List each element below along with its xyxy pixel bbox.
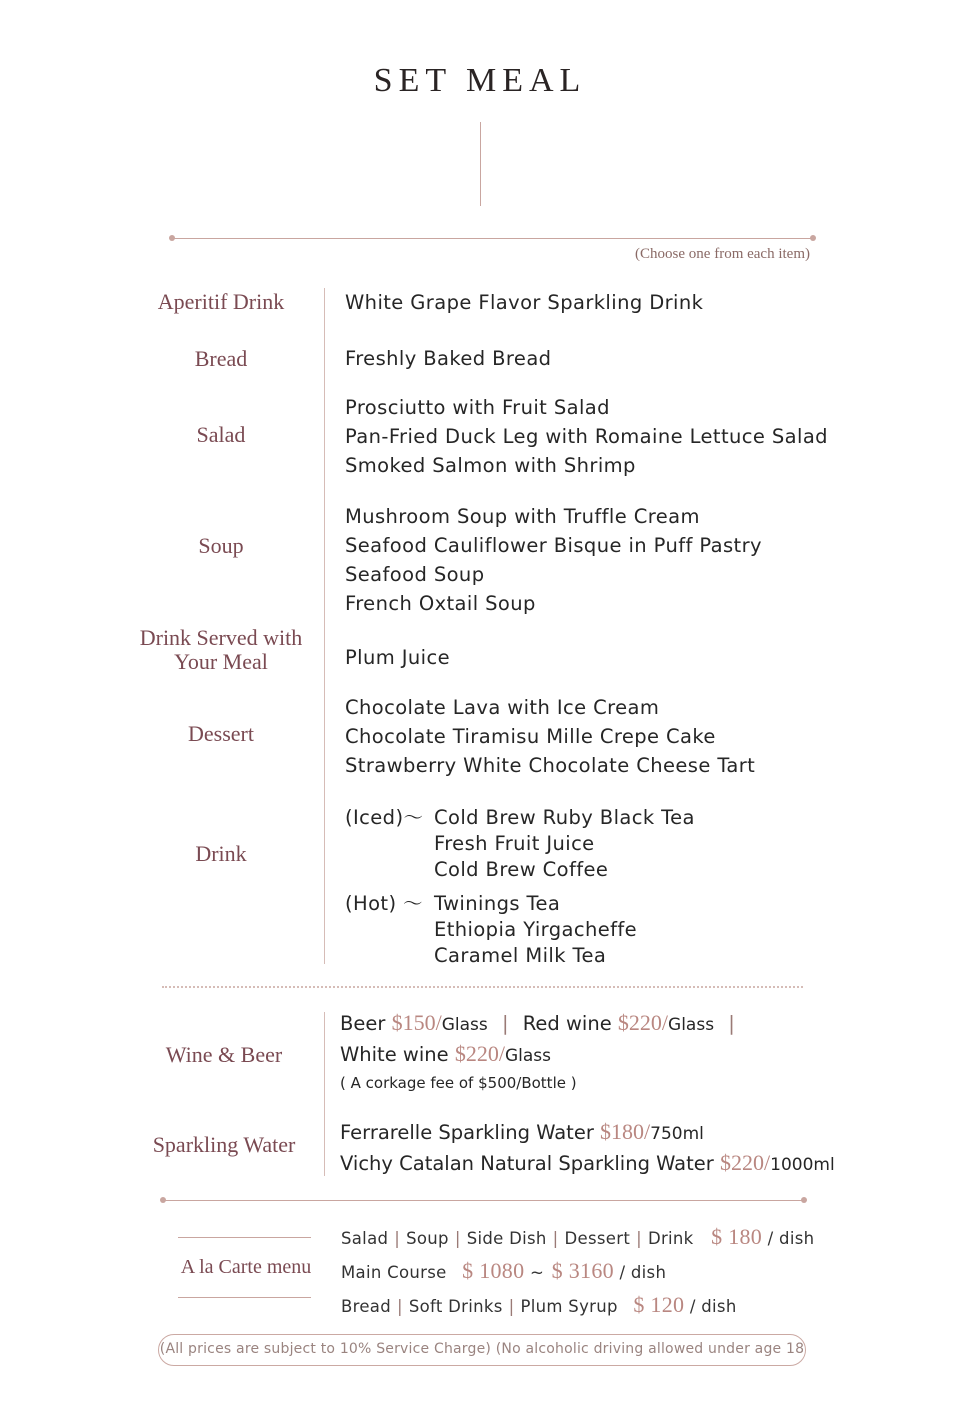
alc-item: Dessert xyxy=(564,1229,631,1248)
choose-note: (Choose one from each item) xyxy=(635,246,810,262)
alc-item: Drink xyxy=(647,1229,694,1248)
menu-column-divider xyxy=(324,288,325,964)
corkage-note: ( A corkage fee of $500/Bottle ) xyxy=(340,1074,577,1092)
a-la-carte-row-2 xyxy=(341,1258,666,1284)
rule-dot-right xyxy=(801,1197,807,1203)
alc-item: Main Course xyxy=(341,1263,447,1282)
a-la-carte-rule-top xyxy=(178,1237,311,1238)
separator: | xyxy=(728,1012,735,1035)
title-divider-stem xyxy=(480,122,481,206)
category-dessert: Dessert xyxy=(188,721,254,746)
menu-item: Plum Juice xyxy=(345,646,450,669)
separator: | xyxy=(552,1229,559,1248)
menu-item: Chocolate Lava with Ice Cream xyxy=(345,696,660,719)
sparkling-unit: 750ml xyxy=(650,1124,704,1144)
beer-price: $150/ xyxy=(391,1010,442,1035)
category-bread: Bread xyxy=(194,346,248,371)
wine-beer-row-2 xyxy=(340,1041,551,1067)
red-wine-name: Red wine xyxy=(522,1012,612,1035)
alc-price-from: $ 1080 xyxy=(462,1258,525,1283)
beer-unit: Glass xyxy=(441,1015,488,1035)
a-la-carte-row-3 xyxy=(341,1292,737,1318)
alc-item: Soup xyxy=(406,1229,449,1248)
a-la-carte-label: A la Carte menu xyxy=(180,1256,312,1278)
separator: | xyxy=(394,1229,401,1248)
sparkling-price: $220/ xyxy=(720,1150,771,1175)
separator: | xyxy=(501,1012,509,1035)
white-wine-price: $220/ xyxy=(454,1041,505,1066)
menu-item: Cold Brew Coffee xyxy=(434,858,609,881)
alc-unit: / dish xyxy=(689,1297,737,1316)
alc-tilde: ~ xyxy=(529,1263,545,1282)
menu-item: Cold Brew Ruby Black Tea xyxy=(434,806,695,829)
category-wine-beer: Wine & Beer xyxy=(165,1042,283,1067)
iced-prefix: (Iced)～ xyxy=(345,806,424,829)
alc-item: Soft Drinks xyxy=(408,1297,503,1316)
separator: | xyxy=(396,1297,403,1316)
category-sparkling-water: Sparkling Water xyxy=(152,1132,296,1157)
sparkling-name: Ferrarelle Sparkling Water xyxy=(340,1121,594,1144)
red-wine-unit: Glass xyxy=(668,1015,715,1035)
beverage-column-divider xyxy=(324,1012,325,1176)
menu-item: Twinings Tea xyxy=(434,892,561,915)
white-wine-name: White wine xyxy=(340,1043,449,1066)
rule-dot-right xyxy=(810,235,816,241)
menu-item: Freshly Baked Bread xyxy=(345,347,552,370)
a-la-carte-row-1 xyxy=(341,1224,814,1250)
menu-item: Smoked Salmon with Shrimp xyxy=(345,454,636,477)
alc-item: Salad xyxy=(341,1229,389,1248)
beer-name: Beer xyxy=(340,1012,386,1035)
category-salad: Salad xyxy=(196,422,246,447)
white-wine-unit: Glass xyxy=(504,1046,551,1066)
wine-beer-row-1 xyxy=(340,1010,743,1036)
separator: | xyxy=(636,1229,642,1248)
menu-item: Pan-Fried Duck Leg with Romaine Lettuce Salad xyxy=(345,425,828,448)
menu-item: Mushroom Soup with Truffle Cream xyxy=(345,505,700,528)
menu-item: White Grape Flavor Sparkling Drink xyxy=(345,291,704,314)
menu-item: Chocolate Tiramisu Mille Crepe Cake xyxy=(345,725,716,748)
sparkling-item xyxy=(340,1150,835,1176)
separator: | xyxy=(508,1297,515,1316)
footer-note: (All prices are subject to 10% Service Charge) (No alcoholic driving allowed under age 18 xyxy=(158,1334,806,1366)
top-rule xyxy=(172,238,813,239)
sparkling-price: $180/ xyxy=(600,1119,651,1144)
category-soup: Soup xyxy=(198,533,244,558)
a-la-carte-rule-bottom xyxy=(178,1297,311,1298)
menu-item: Seafood Soup xyxy=(345,563,485,586)
menu-item: Fresh Fruit Juice xyxy=(434,832,595,855)
menu-item: Prosciutto with Fruit Salad xyxy=(345,396,610,419)
menu-item: French Oxtail Soup xyxy=(345,592,536,615)
sparkling-name: Vichy Catalan Natural Sparkling Water xyxy=(340,1152,714,1175)
alc-price-to: $ 3160 xyxy=(551,1258,614,1283)
sparkling-item xyxy=(340,1119,704,1145)
red-wine-price: $220/ xyxy=(617,1010,669,1035)
hot-prefix: (Hot) ～ xyxy=(345,892,423,915)
bottom-rule xyxy=(163,1200,804,1201)
alc-price: $ 120 xyxy=(633,1292,685,1317)
dotted-divider xyxy=(162,986,803,988)
category-drink: Drink xyxy=(195,841,247,866)
menu-item: Caramel Milk Tea xyxy=(434,944,607,967)
alc-item: Plum Syrup xyxy=(520,1297,618,1316)
sparkling-unit: 1000ml xyxy=(770,1155,835,1175)
separator: | xyxy=(454,1229,461,1248)
menu-item: Seafood Cauliflower Bisque in Puff Pastry xyxy=(345,534,762,557)
alc-item: Bread xyxy=(341,1297,391,1316)
alc-unit: / dish xyxy=(619,1263,667,1282)
category-aperitif-drink: Aperitif Drink xyxy=(157,289,285,314)
page-title: SET MEAL xyxy=(373,62,587,99)
alc-unit: / dish xyxy=(767,1229,815,1248)
category-drink-served-line1: Drink Served with xyxy=(139,625,303,650)
category-drink-served-line2: Your Meal xyxy=(174,649,268,674)
menu-item: Ethiopia Yirgacheffe xyxy=(434,918,638,941)
alc-price: $ 180 xyxy=(711,1224,763,1249)
menu-item: Strawberry White Chocolate Cheese Tart xyxy=(345,754,756,777)
alc-item: Side Dish xyxy=(466,1229,547,1248)
